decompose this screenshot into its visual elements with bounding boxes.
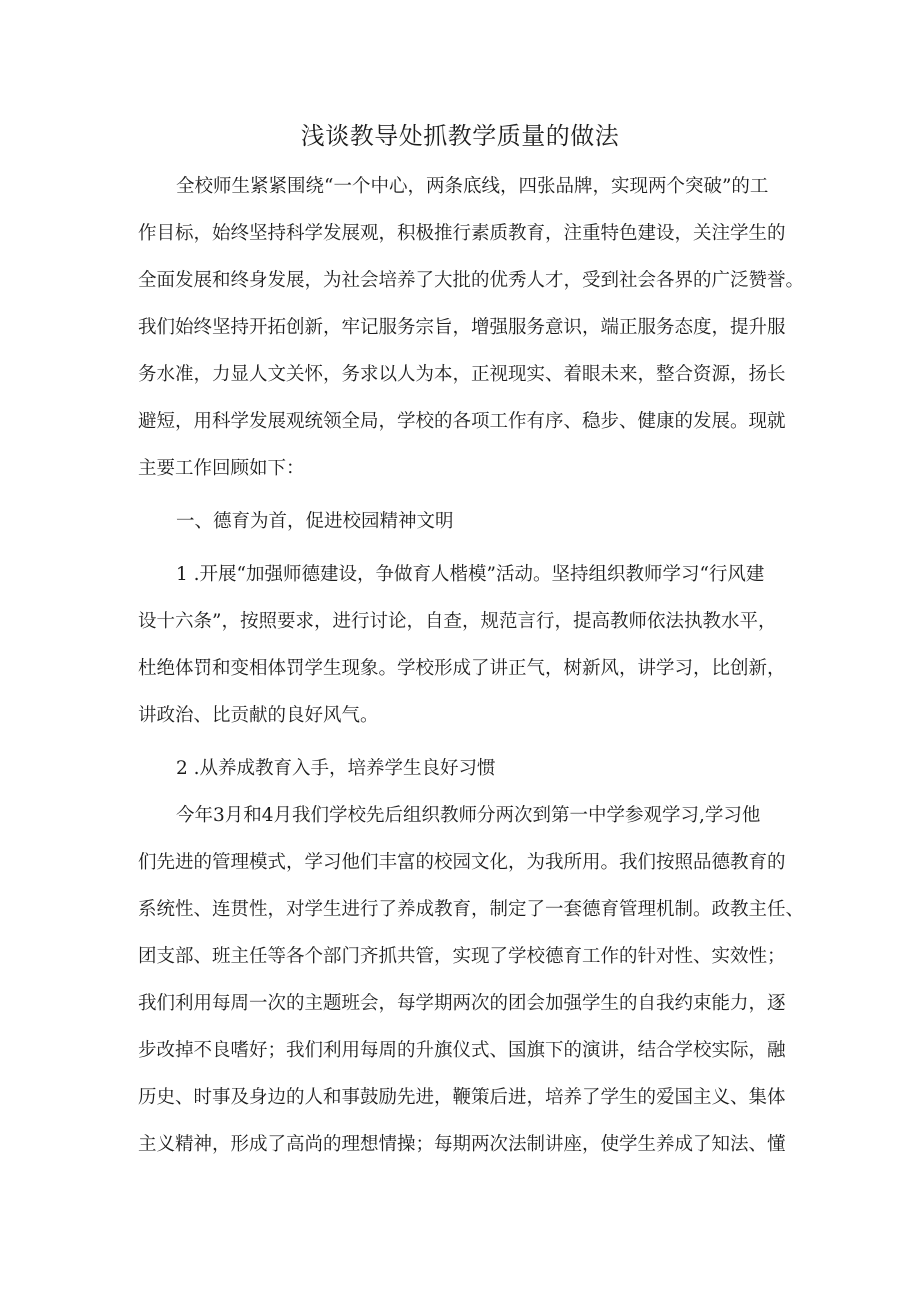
paragraph-line: 我们利用每周一次的主题班会，每学期两次的团会加强学生的自我约束能力，逐 [138, 993, 786, 1014]
paragraph-line: 全面发展和终身发展，为社会培养了大批的优秀人才，受到社会各界的广泛赞誉。 [138, 270, 805, 291]
document-title: 浅谈教导处抓教学质量的做法 [300, 122, 620, 150]
paragraph-line: 主要工作回顾如下： [138, 458, 305, 479]
paragraph-line: 全校师生紧紧围绕“一个中心，两条底线，四张品牌，实现两个突破”的工 [176, 176, 769, 197]
paragraph-line: 避短，用科学发展观统领全局，学校的各项工作有序、稳步、健康的发展。现就 [138, 411, 786, 432]
paragraph-line: 历史、时事及身边的人和事鼓励先进，鞭策后进，培养了学生的爱国主义、集体 [138, 1087, 786, 1108]
paragraph-line: 今年3月和4月我们学校先后组织教师分两次到第一中学参观学习,学习他 [176, 805, 761, 826]
paragraph-line: 作目标，始终坚持科学发展观，积极推行素质教育，注重特色建设，关注学生的 [138, 223, 786, 244]
paragraph-line: 团支部、班主任等各个部门齐抓共管，实现了学校德育工作的针对性、实效性； [138, 946, 786, 967]
paragraph-line: 设十六条”，按照要求，进行讨论，自查，规范言行，提高教师依法执教水平， [138, 611, 777, 632]
paragraph-line: 们先进的管理模式，学习他们丰富的校园文化，为我所用。我们按照品德教育的 [138, 852, 786, 873]
paragraph-line: 杜绝体罚和变相体罚学生现象。学校形成了讲正气，树新风，讲学习，比创新， [138, 658, 786, 679]
section-heading: 一、德育为首，促进校园精神文明 [176, 511, 454, 532]
paragraph-line: 1 .开展“加强师德建设，争做育人楷模”活动。坚持组织教师学习“行风建 [176, 564, 765, 585]
paragraph-line: 务水准，力显人文关怀，务求以人为本，正视现实、着眼未来，整合资源，扬长 [138, 364, 786, 385]
paragraph-line: 系统性、连贯性，对学生进行了养成教育，制定了一套德育管理机制。政教主任、 [138, 899, 805, 920]
paragraph-line: 主义精神，形成了高尚的理想情操；每期两次法制讲座，使学生养成了知法、懂 [138, 1134, 786, 1155]
paragraph-line: 步改掉不良嗜好；我们利用每周的升旗仪式、国旗下的演讲，结合学校实际，融 [138, 1040, 786, 1061]
subsection-heading: 2 .从养成教育入手，培养学生良好习惯 [176, 758, 496, 779]
paragraph-line: 我们始终坚持开拓创新，牢记服务宗旨，增强服务意识，端正服务态度，提升服 [138, 317, 786, 338]
paragraph-line: 讲政治、比贡献的良好风气。 [138, 705, 379, 726]
